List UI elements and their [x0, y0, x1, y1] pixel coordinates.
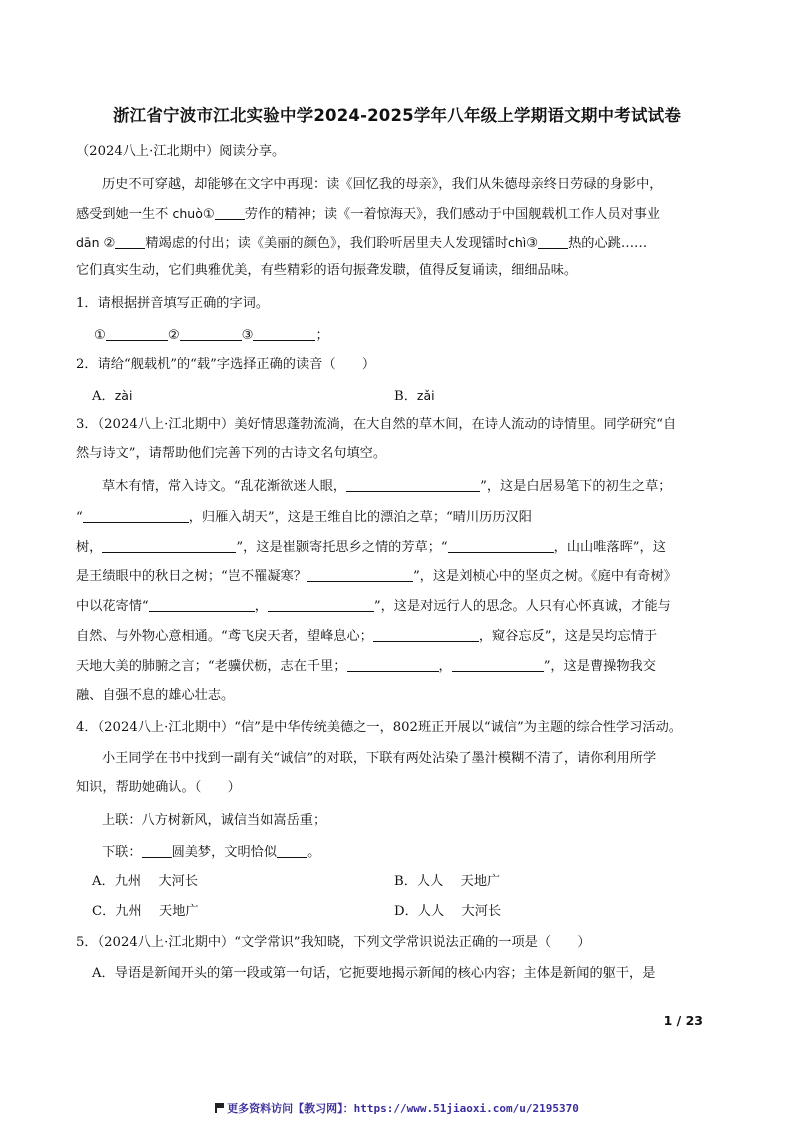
fill-blank[interactable] — [346, 477, 480, 492]
pinyin: chuò — [172, 206, 203, 221]
flag-icon — [215, 1103, 224, 1113]
fill-blank[interactable] — [538, 234, 568, 249]
couplet-upper: 上联：八方树新风，诚信当如嵩岳重； — [102, 813, 327, 828]
fill-blank[interactable] — [277, 843, 307, 858]
question-5: 5．（2024八上·江北期中）“文学常识”我知晓，下列文学常识说法正确的一项是（ ） — [76, 935, 591, 950]
fill-blank[interactable] — [307, 567, 413, 582]
fill-blank[interactable] — [83, 508, 189, 523]
option-a[interactable]: A．导语是新闻开头的第一段或第一句话，它扼要地揭示新闻的核心内容；主体是新闻的躯干，是 — [92, 966, 656, 981]
fill-blank[interactable] — [448, 538, 554, 553]
intro-paragraph-line: 它们真实生动，它们典雅优美，有些精彩的语句振聋发聩，值得反复诵读，细细品味。 — [76, 263, 578, 278]
blank-number: ① — [202, 207, 215, 222]
question-4-line: 知识，帮助她确认。（ ） — [76, 780, 241, 795]
fill-blank[interactable] — [102, 538, 236, 553]
fill-blank[interactable] — [142, 843, 172, 858]
footer-link[interactable]: 更多资料访问【教习网】：https://www.51jiaoxi.com/u/2195370 — [227, 1102, 579, 1115]
question-3-line: 然与诗文”，请帮助他们完善下列的古诗文名句填空。 — [76, 446, 387, 461]
intro-paragraph-line: 历史不可穿越，却能够在文字中再现：读《回忆我的母亲》，我们从朱德母亲终日劳碌的身影中， — [102, 177, 663, 192]
page-title: 浙江省宁波市江北实验中学2024-2025学年八年级上学期语文期中考试试卷 — [112, 106, 682, 125]
question-3-line: 树， ”，这是崔颢寄托思乡之情的芳草；“ ，山山唯落晖”，这 — [76, 540, 666, 555]
option-a[interactable]: A．九州 大河长 — [92, 874, 199, 889]
question-3-line: 天地大美的肺腑之言；“老骥伏枥，志在千里； ， ”，这是曹操物我交 — [76, 659, 656, 674]
option-d[interactable]: D．人人 大河长 — [394, 904, 502, 919]
page-number: 1 / 23 — [663, 1013, 703, 1028]
pinyin: dān — [76, 235, 100, 250]
question-3-line: 草木有情，常入诗文。“乱花渐欲迷人眼， ”，这是白居易笔下的初生之草； — [102, 479, 672, 494]
option-c[interactable]: C．九州 天地广 — [92, 904, 199, 919]
question-4: 4．（2024八上·江北期中）“信”是中华传统美德之一，802班正开展以“诚信”为主题的综合性学习活动。 — [76, 720, 682, 735]
option-b[interactable]: B．人人 天地广 — [394, 874, 501, 889]
option-b[interactable]: B．zǎi — [394, 388, 435, 404]
couplet-lower: 下联： 圆美梦，文明恰似 。 — [102, 845, 321, 860]
intro-paragraph-line: dān ② 精竭虑的付出；读《美丽的颜色》，我们聆听居里夫人发现镭时chì③ 热的心跳…… — [76, 235, 648, 251]
pinyin: chì — [508, 235, 527, 250]
question-4-line: 小王同学在书中找到一副有关“诚信”的对联，下联有两处沾染了墨汁模糊不清了，请你利用所学 — [102, 751, 657, 766]
question-3-line: 中以花寄情“ ， ”，这是对远行人的思念。人只有心怀真诚，才能与 — [76, 599, 671, 614]
answer-blank-2[interactable] — [180, 326, 242, 341]
question-3: 3．（2024八上·江北期中）美好情思蓬勃流淌，在大自然的草木间，在诗人流动的诗情里。同学研究“自 — [76, 417, 677, 432]
question-1-answers: ① ② ③ ； — [94, 328, 329, 343]
question-3-line: 自然、与外物心意相通。“鸢飞戾天者，望峰息心； ，窥谷忘反”，这是吴均忘情于 — [76, 629, 658, 644]
blank-number: ② — [103, 236, 116, 251]
fill-blank[interactable] — [115, 234, 145, 249]
footer-banner[interactable] — [0, 1100, 794, 1116]
blank-number: ③ — [526, 236, 539, 251]
answer-blank-3[interactable] — [253, 326, 315, 341]
question-3-line: 是王绩眼中的秋日之树；“岂不罹凝寒？ ”，这是刘桢心中的坚贞之树。《庭中有奇树》 — [76, 569, 677, 584]
option-a[interactable]: A．zài — [92, 388, 133, 404]
answer-blank-1[interactable] — [106, 326, 168, 341]
question-3-line: “ ，归雁入胡天”，这是王维自比的漂泊之草；“晴川历历汉阳 — [76, 510, 532, 525]
question-3-line: 融、自强不息的雄心壮志。 — [76, 688, 235, 703]
question-2: 2．请给“舰载机”的“载”字选择正确的读音（ ） — [76, 357, 376, 372]
question-1: 1．请根据拼音填写正确的字词。 — [76, 296, 270, 311]
fill-blank[interactable] — [347, 657, 439, 672]
fill-blank[interactable] — [452, 657, 544, 672]
intro-header: （2024八上·江北期中）阅读分享。 — [76, 144, 286, 159]
fill-blank[interactable] — [268, 597, 374, 612]
fill-blank[interactable] — [215, 205, 245, 220]
fill-blank[interactable] — [373, 627, 479, 642]
fill-blank[interactable] — [149, 597, 255, 612]
intro-paragraph-line: 感受到她一生不 chuò① 劳作的精神；读《一着惊海天》，我们感动于中国舰载机工作人员对事业 — [76, 206, 661, 222]
